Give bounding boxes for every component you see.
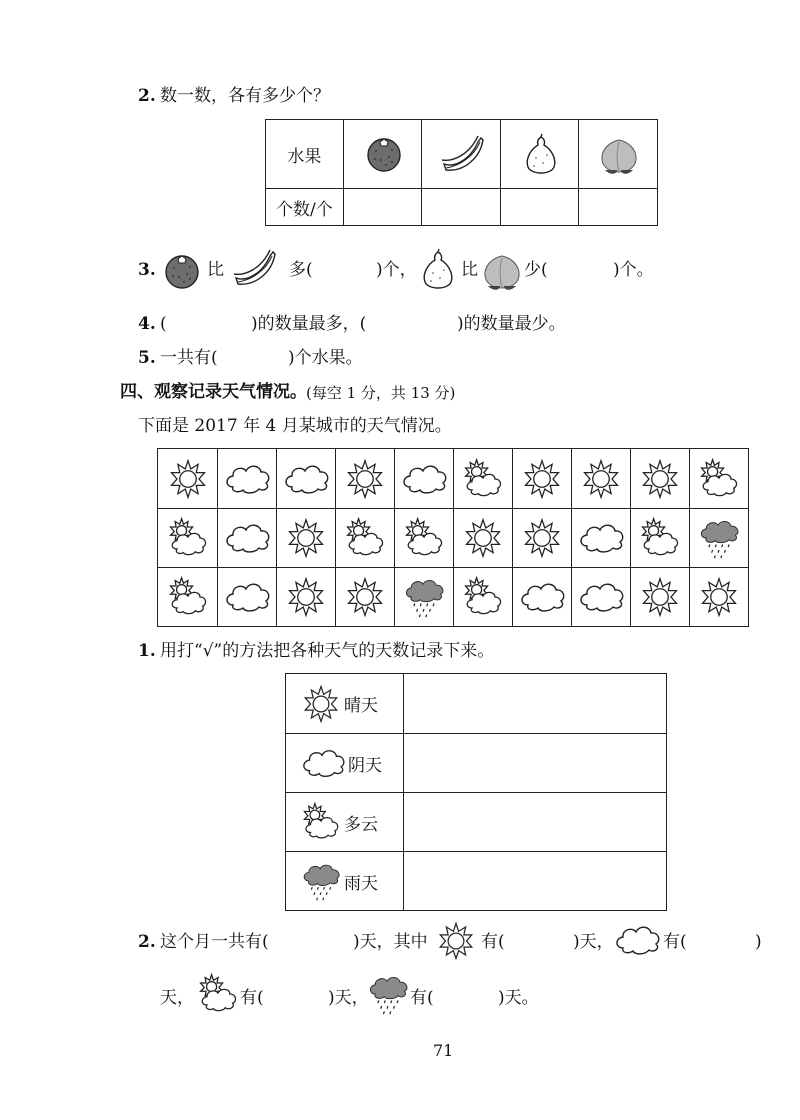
weather-cell xyxy=(571,508,630,567)
sub2-text: 天， xyxy=(160,988,194,1008)
fruit-cell xyxy=(579,120,658,189)
weather-cell xyxy=(512,567,571,626)
fruit-cell xyxy=(500,120,579,189)
cloud-icon xyxy=(223,521,271,555)
weather-type-label: 晴天 xyxy=(344,696,378,716)
cloud-icon xyxy=(300,747,346,779)
rain-icon xyxy=(366,972,410,1016)
section-score: (每空 1 分，共 13 分) xyxy=(306,384,456,402)
weather-cell xyxy=(276,508,335,567)
q3-text: )个。 xyxy=(613,260,654,280)
tally-answer-cell[interactable] xyxy=(404,734,666,792)
cloud-icon xyxy=(223,580,271,614)
weather-cell xyxy=(276,567,335,626)
sun-icon xyxy=(343,575,387,619)
weather-cell xyxy=(217,567,276,626)
q3-text: 多( xyxy=(289,260,313,280)
record-row xyxy=(286,851,666,910)
orange-icon xyxy=(364,135,404,175)
weather-cell xyxy=(630,449,689,508)
count-row-label: 个数/个 xyxy=(266,189,344,226)
question-number: 3. xyxy=(138,260,156,280)
rain-icon xyxy=(402,575,446,619)
record-row xyxy=(286,733,666,792)
cloud-icon xyxy=(577,580,625,614)
cloud-icon xyxy=(282,462,330,496)
partly-cloudy-icon xyxy=(461,457,505,501)
record-label-cell xyxy=(286,734,404,792)
sun-icon xyxy=(520,457,564,501)
weather-cell xyxy=(158,449,217,508)
pear-icon xyxy=(418,248,458,292)
weather-cell xyxy=(158,508,217,567)
sun-icon xyxy=(300,683,342,725)
cloud-icon xyxy=(223,462,271,496)
weather-cell xyxy=(630,508,689,567)
sun-icon xyxy=(697,575,741,619)
weather-cell xyxy=(335,449,394,508)
question-number: 1. xyxy=(138,641,156,661)
weather-cell xyxy=(512,449,571,508)
partly-cloudy-icon xyxy=(343,516,387,560)
tally-answer-cell[interactable] xyxy=(404,674,666,733)
cloud-icon xyxy=(518,580,566,614)
page-number: 71 xyxy=(433,1041,454,1060)
sub2-text: )天， xyxy=(328,988,369,1008)
peach-icon xyxy=(482,250,522,292)
fruit-row-label: 水果 xyxy=(266,120,344,189)
sun-icon xyxy=(343,457,387,501)
weather-type-label: 多云 xyxy=(344,814,378,835)
sub2-text: 这个月一共有( xyxy=(160,932,269,952)
sun-icon xyxy=(638,457,682,501)
q5-text: 一共有( xyxy=(160,348,218,368)
pear-icon xyxy=(521,133,561,177)
fruit-cell xyxy=(422,120,501,189)
record-row xyxy=(286,674,666,733)
sun-icon xyxy=(579,457,623,501)
weather-cell xyxy=(630,567,689,626)
weather-cell xyxy=(571,449,630,508)
sub2-text: 有( xyxy=(663,932,687,952)
q3-text: 比 xyxy=(207,260,224,280)
sun-icon xyxy=(284,516,328,560)
partly-cloudy-icon xyxy=(196,972,240,1016)
weather-cell xyxy=(217,508,276,567)
cloud-icon xyxy=(613,922,661,958)
question-number: 5. xyxy=(138,348,156,368)
weather-cell xyxy=(689,567,748,626)
weather-cell xyxy=(512,508,571,567)
weather-cell xyxy=(394,449,453,508)
rain-icon xyxy=(697,516,741,560)
record-label-cell xyxy=(286,793,404,851)
weather-cell xyxy=(394,508,453,567)
cloud-icon xyxy=(400,462,448,496)
weather-cell xyxy=(689,449,748,508)
question-number: 2. xyxy=(138,932,156,952)
sub2-text: )天。 xyxy=(498,988,539,1008)
record-label-cell xyxy=(286,852,404,910)
weather-cell xyxy=(276,449,335,508)
partly-cloudy-icon xyxy=(300,801,342,843)
weather-cell xyxy=(453,508,512,567)
q3-text: 比 xyxy=(461,260,478,280)
weather-cell xyxy=(217,449,276,508)
question-number: 2. xyxy=(138,86,156,106)
fruit-cell xyxy=(343,120,422,189)
weather-cell xyxy=(335,567,394,626)
q4-text: )的数量最少。 xyxy=(457,314,566,334)
weather-cell xyxy=(335,508,394,567)
sub2-text: )天，其中 xyxy=(353,932,428,952)
sun-icon xyxy=(435,920,477,962)
rain-icon xyxy=(300,860,342,902)
weather-cell xyxy=(394,567,453,626)
weather-cell xyxy=(453,449,512,508)
weather-cell xyxy=(158,567,217,626)
q4-text: )的数量最多，( xyxy=(251,314,367,334)
weather-type-label: 雨天 xyxy=(344,873,378,894)
count-cell[interactable] xyxy=(579,189,658,226)
sun-icon xyxy=(284,575,328,619)
fruit-count-table xyxy=(265,119,658,226)
count-cell[interactable] xyxy=(422,189,501,226)
partly-cloudy-icon xyxy=(461,575,505,619)
weather-type-label: 阴天 xyxy=(348,755,382,776)
partly-cloudy-icon xyxy=(402,516,446,560)
question-number: 4. xyxy=(138,314,156,334)
sub2-text: 有( xyxy=(481,932,505,952)
question-text: 数一数，各有多少个？ xyxy=(160,86,330,106)
orange-icon xyxy=(162,252,202,292)
partly-cloudy-icon xyxy=(697,457,741,501)
sun-icon xyxy=(461,516,505,560)
banana-icon xyxy=(440,132,484,176)
sun-icon xyxy=(638,575,682,619)
sub2-text: 有( xyxy=(410,988,434,1008)
sun-icon xyxy=(520,516,564,560)
weather-record-table xyxy=(285,673,667,911)
section-title: 四、观察记录天气情况。 xyxy=(120,382,307,402)
section-intro: 下面是 2017 年 4 月某城市的天气情况。 xyxy=(138,416,452,436)
sub2-text: 有( xyxy=(240,988,264,1008)
q5-text: )个水果。 xyxy=(288,348,363,368)
weather-cell xyxy=(689,508,748,567)
record-row xyxy=(286,792,666,851)
q3-text: 少( xyxy=(524,260,548,280)
q3-text: )个， xyxy=(376,260,417,280)
peach-icon xyxy=(599,134,639,176)
cloud-icon xyxy=(577,521,625,555)
partly-cloudy-icon xyxy=(638,516,682,560)
banana-icon xyxy=(232,246,276,290)
sun-icon xyxy=(166,457,210,501)
weather-cell xyxy=(453,567,512,626)
record-label-cell xyxy=(286,674,404,733)
question-text: 用打“√”的方法把各种天气的天数记录下来。 xyxy=(160,641,495,661)
tally-answer-cell[interactable] xyxy=(404,852,666,910)
weather-grid xyxy=(157,448,749,627)
q4-text: ( xyxy=(160,314,167,334)
weather-cell xyxy=(571,567,630,626)
sub2-text: )天， xyxy=(573,932,614,952)
sub2-text: ) xyxy=(755,932,762,952)
partly-cloudy-icon xyxy=(166,575,210,619)
count-cell[interactable] xyxy=(343,189,422,226)
partly-cloudy-icon xyxy=(166,516,210,560)
count-cell[interactable] xyxy=(500,189,579,226)
tally-answer-cell[interactable] xyxy=(404,793,666,851)
